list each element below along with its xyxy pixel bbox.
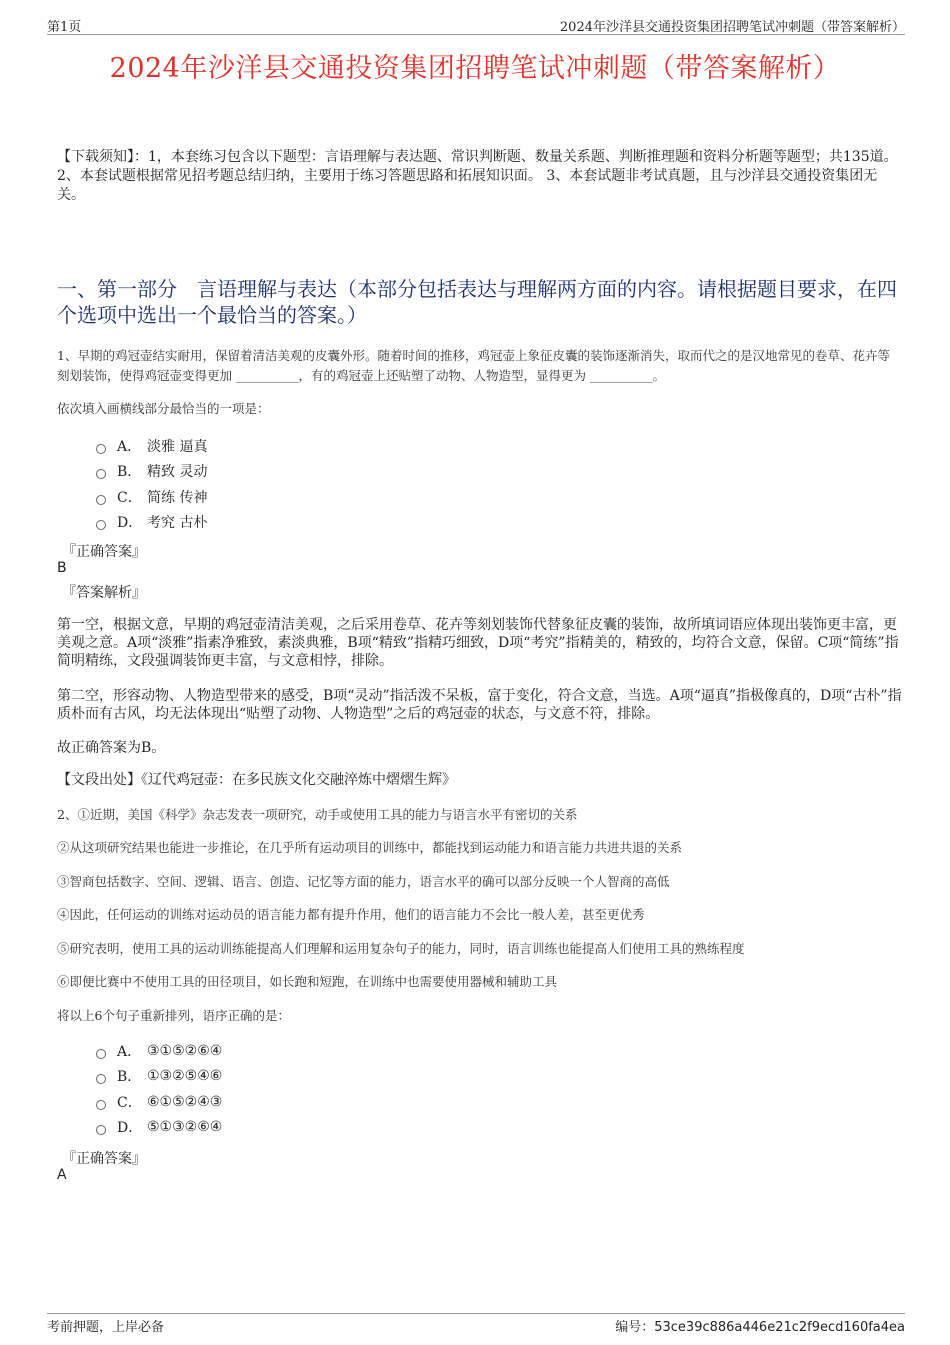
- q1-analysis-label: 『答案解析』: [62, 585, 146, 601]
- radio-icon[interactable]: [96, 520, 106, 530]
- q1-analysis-1: 第一空，根据文意，早期的鸡冠壶清洁美观，之后采用卷草、花卉等刻划装饰代替象征皮囊的装饰，故所填词语应体现出装饰更丰富，更美观之意。A项“淡雅”指素净雅致，素淡典雅，B项“精致”指精巧细致，D项“考究”指精美的，精致的，均符合文意，保留。C项“简练”指简明精练，文段强调装饰更丰富，与文意相悖，排除。: [57, 617, 899, 669]
- q2-answer: A: [57, 1167, 67, 1183]
- q1-prompt: 依次填入画横线部分最恰当的一项是：: [57, 401, 270, 416]
- q2-option-a[interactable]: A． ③①⑤②⑥④: [96, 1038, 222, 1064]
- q1-answer-label: 『正确答案』: [62, 544, 146, 560]
- page-number: 第1页: [47, 20, 82, 35]
- header-doc-title: 2024年沙洋县交通投资集团招聘笔试冲刺题（带答案解析）: [559, 20, 905, 35]
- q2-prompt: 将以上6个句子重新排列，语序正确的是：: [57, 1008, 290, 1023]
- q1-analysis-2: 第二空，形容动物、人物造型带来的感受，B项“灵动”指活泼不呆板，富于变化，符合文意，当选。A项“逼真”指极像真的，D项“古朴”指质朴而有古风，均无法体现出“贴塑了动物、人物造型”之后的鸡冠壶的状态，与文意不符，排除。: [57, 688, 902, 722]
- radio-icon[interactable]: [96, 495, 106, 505]
- q2-line: ②从这项研究结果也能进一步推论，在几乎所有运动项目的训练中，都能找到运动能力和语言能力共进共退的关系: [57, 840, 683, 855]
- radio-icon[interactable]: [96, 1049, 106, 1059]
- q2-line: ⑤研究表明，使用工具的运动训练能提高人们理解和运用复杂句子的能力，同时，语言训练也能提高人们使用工具的熟练程度: [57, 941, 745, 956]
- q2-options: [96, 1038, 222, 1140]
- radio-icon[interactable]: [96, 444, 106, 454]
- q2-answer-label: 『正确答案』: [62, 1151, 146, 1167]
- footer-slogan: 考前押题，上岸必备: [47, 1320, 165, 1335]
- q1-options: [96, 433, 207, 535]
- q1-stem: 1、早期的鸡冠壶结实耐用，保留着清洁美观的皮囊外形。随着时间的推移，鸡冠壶上象征皮囊的装饰逐渐消失，取而代之的是汉地常见的卷草、花卉等刻划装饰，使得鸡冠壶变得更加 __________，有的鸡冠壶上还贴塑了动物、人物造型，显得更为 __________。: [57, 348, 890, 383]
- q2-option-c[interactable]: C． ⑥①⑤②④③: [96, 1089, 222, 1115]
- q1-answer: B: [57, 560, 67, 576]
- download-notice: 【下载须知】：1，本套练习包含以下题型：言语理解与表达题、常识判断题、数量关系题、判断推理题和资料分析题等题型；共135道。 2、本套试题根据常见招考题总结归纳，主要用于练习答题思路和拓展知识面。 3、本套试题非考试真题，且与沙洋县交通投资集团无关。: [57, 149, 898, 203]
- footer-code: 编号：53ce39c886a446e21c2f9ecd160fa4ea: [615, 1320, 905, 1335]
- page-header: [47, 14, 905, 35]
- q1-option-d[interactable]: D． 考究 古朴: [96, 510, 207, 536]
- q1-option-b[interactable]: B． 精致 灵动: [96, 459, 207, 485]
- page-footer: [47, 1313, 905, 1334]
- q2-line: ④因此，任何运动的训练对运动员的语言能力都有提升作用，他们的语言能力不会比一般人差，甚至更优秀: [57, 907, 645, 922]
- q1-analysis-3: 故正确答案为B。: [57, 740, 166, 756]
- radio-icon[interactable]: [96, 1074, 106, 1084]
- q2-stem: 2、①近期，美国《科学》杂志发表一项研究，动手或使用工具的能力与语言水平有密切的关系: [57, 807, 578, 822]
- section-heading: 一、第一部分 言语理解与表达（本部分包括表达与理解两方面的内容。请根据题目要求，在四个选项中选出一个最恰当的答案。）: [57, 277, 897, 327]
- radio-icon[interactable]: [96, 1100, 106, 1110]
- q2-option-b[interactable]: B． ①③②⑤④⑥: [96, 1064, 222, 1090]
- radio-icon[interactable]: [96, 469, 106, 479]
- radio-icon[interactable]: [96, 1125, 106, 1135]
- q2-line: ③智商包括数字、空间、逻辑、语言、创造、记忆等方面的能力，语言水平的确可以部分反映一个人智商的高低: [57, 874, 670, 889]
- q2-option-d[interactable]: D． ⑤①③②⑥④: [96, 1115, 222, 1141]
- q2-line: ⑥即便比赛中不使用工具的田径项目，如长跑和短跑，在训练中也需要使用器械和辅助工具: [57, 974, 558, 989]
- q1-option-a[interactable]: A． 淡雅 逼真: [96, 433, 207, 459]
- q1-source: 【文段出处】《辽代鸡冠壶：在多民族文化交融淬炼中熠熠生辉》: [57, 772, 456, 788]
- q1-option-c[interactable]: C． 简练 传神: [96, 484, 207, 510]
- document-title: 2024年沙洋县交通投资集团招聘笔试冲刺题（带答案解析）: [109, 53, 841, 84]
